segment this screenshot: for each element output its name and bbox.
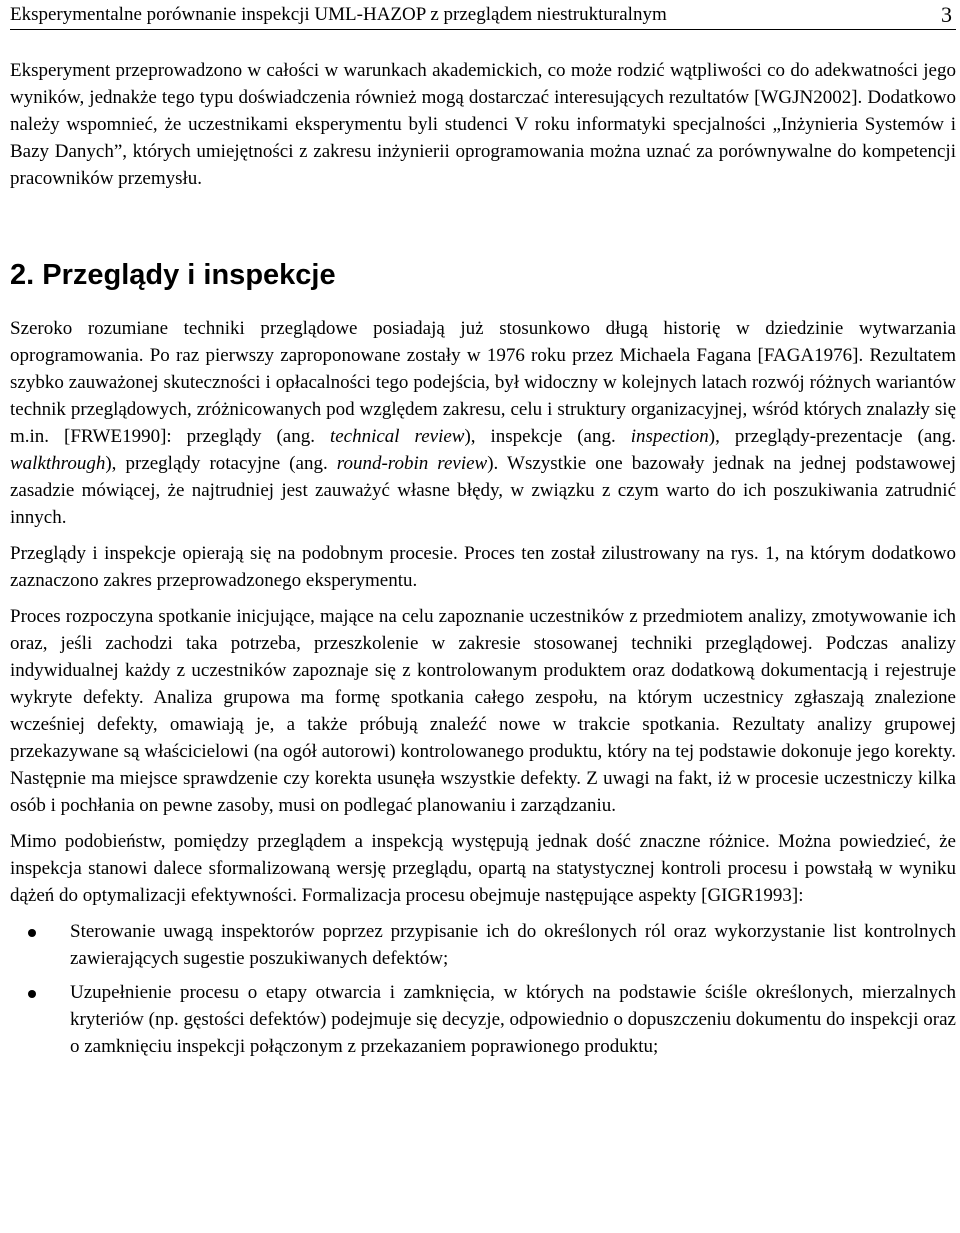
paragraph-process-description: Proces rozpoczyna spotkanie inicjujące, mające na celu zapoznanie uczestników z przedmiotem analizy, zmotywowanie ich oraz, jeśli zachodzi taka potrzeba, przeszkolenie w zakresie stosowanej techniki przeglądowej. Podczas analizy indywidualnej każdy z uczestników zapoznaje się z kontrolowanym produktem oraz dodatkową dokumentacją i rejestruje wykryte defekty. Analiza grupowa ma formę spotkania całego zespołu, na którym uczestnicy zgłaszają znalezione wcześniej defekty, omawiają je, a także próbują znaleźć nowe w trakcie spotkania. Rezultaty analizy grupowej przekazywane są właścicielowi (na ogół autorowi) kontrolowanego produktu, który na tej podstawie dokonuje jego korekty. Następnie ma miejsce sprawdzenie czy korekta usunęła wszystkie defekty. Z uwagi na fakt, iż w procesie uczestniczy kilka osób i pochłania on pewne zasoby, musi on podlegać planowaniu i zarządzaniu. bbox=[10, 606, 956, 816]
text-run: ), przeglądy rotacyjne (ang. bbox=[105, 453, 337, 474]
bullet-icon bbox=[28, 990, 36, 998]
paragraph-experiment: Eksperyment przeprowadzono w całości w warunkach akademickich, co może rodzić wątpliwości co do adekwatności jego wyników, jednakże tego typu doświadczenia również mogą dostarczać interesujących rezultatów [WGJN2002]. Dodatkowo należy wspomnieć, że uczestnikami eksperymentu byli studenci V roku informatyki specjalności „Inżynieria Systemów i Bazy Danych”, których umiejętności z zakresu inżynierii oprogramowania można uznać za porównywalne do kompetencji pracowników przemysłu. bbox=[10, 60, 956, 189]
italic-term: technical review bbox=[329, 426, 465, 447]
header-title: Eksperymentalne porównanie inspekcji UML-HAZOP z przeglądem niestrukturalnym bbox=[10, 4, 667, 25]
aspects-list bbox=[10, 918, 956, 1060]
paragraph-history bbox=[10, 315, 956, 531]
italic-term: round-robin review bbox=[336, 453, 488, 474]
paragraph-differences: Mimo podobieństw, pomiędzy przeglądem a inspekcją występują jednak dość znaczne różnice. Można powiedzieć, że inspekcja stanowi dalece sformalizowaną wersję przeglądu, opartą na statystycznej kontroli procesu i powstałą w wyniku dążeń do optymalizacji efektywności. Formalizacja procesu obejmuje następujące aspekty [GIGR1993]: bbox=[10, 831, 956, 906]
section-heading: 2. Przeglądy i inspekcje bbox=[10, 259, 336, 291]
italic-term: inspection bbox=[630, 426, 709, 447]
italic-term: walkthrough bbox=[10, 453, 106, 474]
bullet-icon bbox=[28, 929, 36, 937]
list-item-text: Uzupełnienie procesu o etapy otwarcia i zamknięcia, w których na podstawie ściśle określonych, mierzalnych kryteriów (np. gęstości defektów) podejmuje się decyzje, odpowiednio o dopuszczeniu dokumentu do inspekcji oraz o zamknięciu inspekcji połączonym z przekazaniem poprawionego produktu; bbox=[70, 982, 956, 1057]
list-item-text: Sterowanie uwagą inspektorów poprzez przypisanie ich do określonych ról oraz wykorzystanie list kontrolnych zawierających sugestie poszukiwanych defektów; bbox=[70, 921, 956, 969]
text-run: ), inspekcje (ang. bbox=[464, 426, 631, 447]
paragraph-process: Przeglądy i inspekcje opierają się na podobnym procesie. Proces ten został zilustrowany na rys. 1, na którym dodatkowo zaznaczono zakres przeprowadzonego eksperymentu. bbox=[10, 543, 956, 591]
list-item bbox=[10, 918, 956, 972]
text-run: ), przeglądy-prezentacje (ang. bbox=[708, 426, 957, 447]
document-page bbox=[10, 0, 956, 1067]
text-run: Szeroko rozumiane techniki przeglądowe posiadają już stosunkowo długą historię w dziedzinie wytwarzania oprogramowania. Po raz pierwszy zaproponowane zostały w 1976 roku przez Michaela Fagana [FAGA1976]. Rezultatem szybko zauważonej skuteczności i opłacalności tego podejścia, był widoczny w kolejnych latach rozwój różnych wariantów technik przeglądowych, zróżnicowanych pod względem zakresu, celu i struktury organizacyjnej, wśród których znalazły się m.in. [FRWE1990]: przeglądy (ang. bbox=[10, 318, 956, 447]
list-item bbox=[10, 979, 956, 1060]
text-run: ). Wszystkie one bazowały jednak na jednej podstawowej zasadzie mówiącej, że najtrudniej jest zauważyć własne błędy, w związku z czym warto do ich poszukiwania zatrudnić innych. bbox=[10, 453, 956, 528]
page-number: 3 bbox=[941, 2, 952, 27]
running-header bbox=[10, 0, 956, 30]
